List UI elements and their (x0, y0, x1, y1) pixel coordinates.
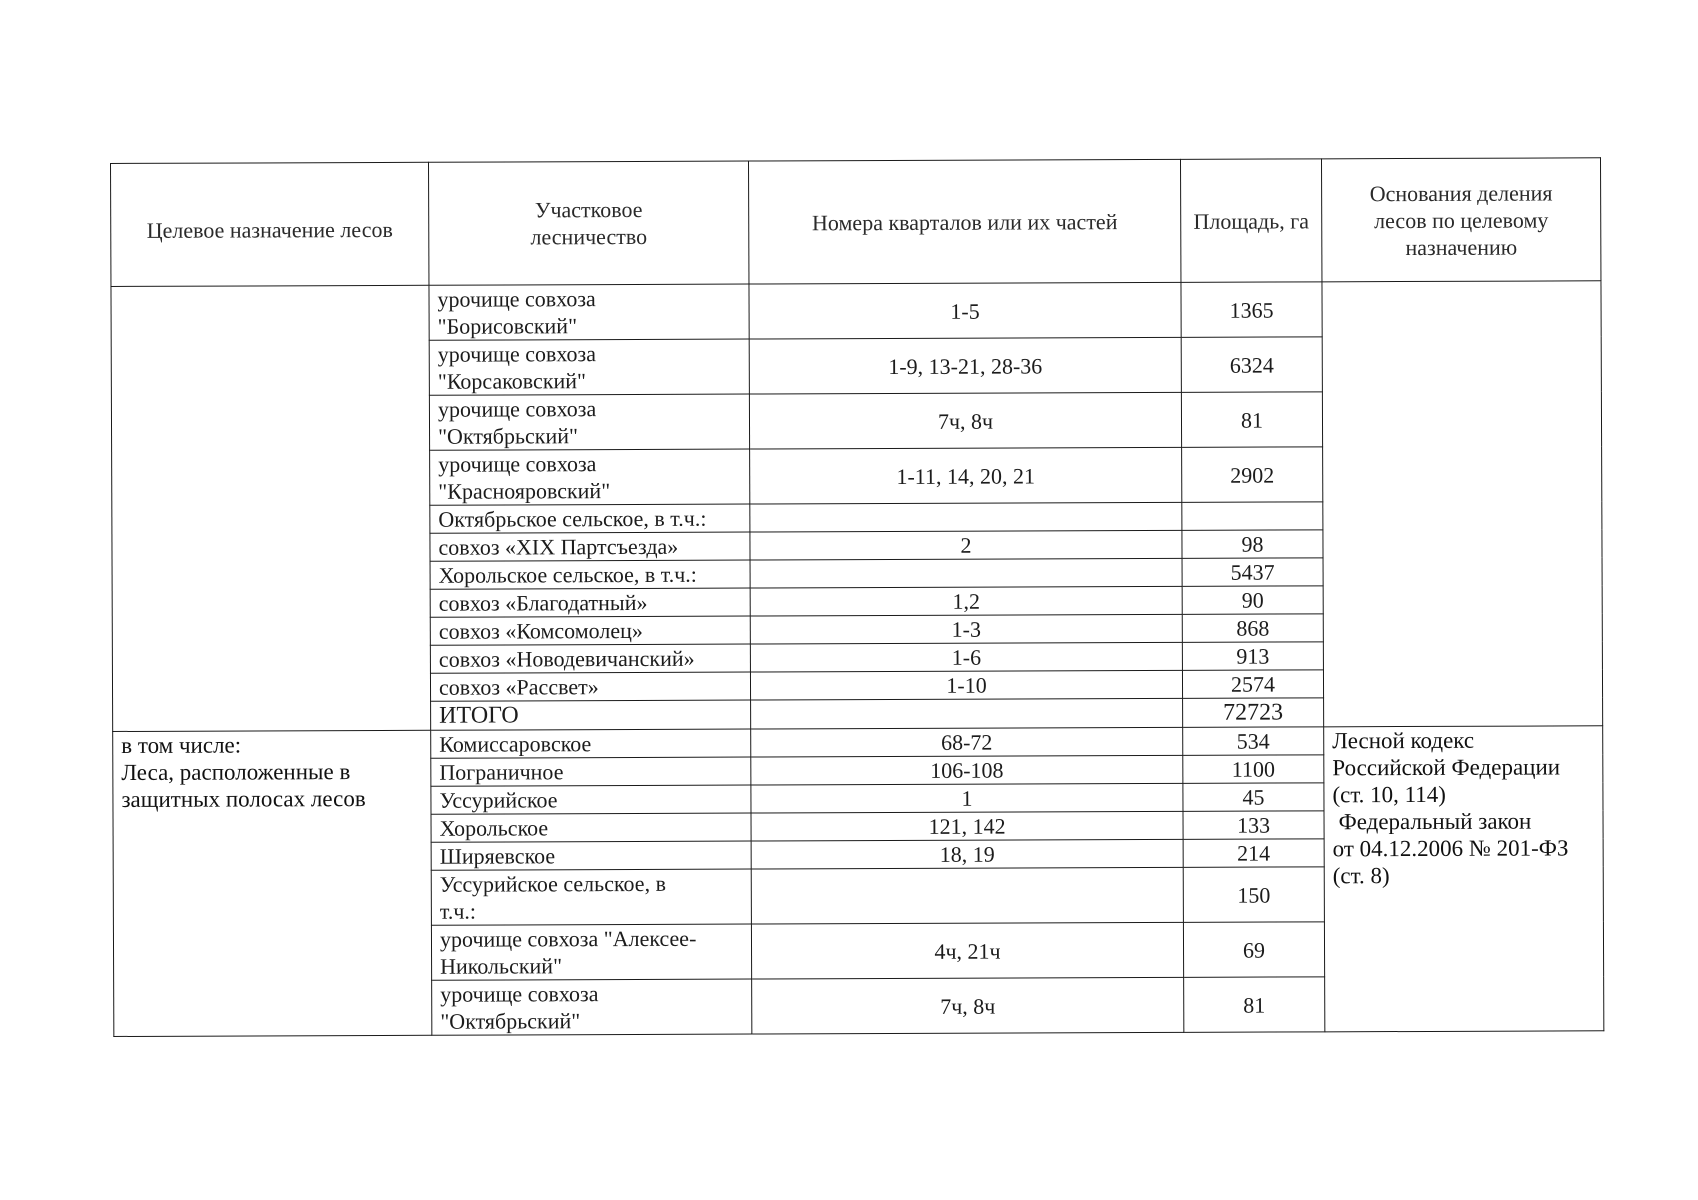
header-area: Площадь, га (1180, 159, 1321, 283)
basis-cell-empty (1322, 281, 1603, 727)
quarters-cell: 2 (750, 530, 1182, 560)
purpose-line: Леса, расположенные в (121, 759, 351, 785)
header-basis: Основания деления лесов по целевому назначению (1321, 158, 1600, 282)
forestry-cell (430, 672, 750, 701)
forestry-name-line: урочище совхоза (437, 341, 597, 367)
basis-cell (1324, 726, 1604, 1032)
table-row (111, 281, 1601, 342)
forestry-cell (431, 757, 751, 786)
forestry-name-line: урочище совхоза (437, 286, 596, 312)
forestry-name-line: совхоз «XIX Партсъезда» (438, 533, 679, 560)
area-cell: 868 (1182, 614, 1323, 643)
forestry-cell (431, 813, 751, 842)
area-cell: 90 (1182, 586, 1323, 615)
forestry-name-line: Ширяевское (439, 843, 556, 869)
forestry-cell (431, 841, 751, 870)
forestry-cell (429, 284, 749, 340)
quarters-cell: 18, 19 (751, 839, 1183, 869)
quarters-cell: 1-5 (749, 282, 1181, 339)
forestry-cell (431, 869, 751, 925)
area-cell: 133 (1183, 811, 1324, 840)
forestry-cell (430, 616, 750, 645)
basis-line: (ст. 8) (1332, 863, 1390, 889)
purpose-line: защитных полосах лесов (121, 786, 366, 812)
forest-purpose-table (110, 157, 1604, 1037)
forestry-cell (431, 729, 751, 758)
quarters-cell: 121, 142 (751, 811, 1183, 841)
forestry-name-line: т.ч.: (439, 898, 477, 924)
quarters-cell: 1-10 (750, 670, 1182, 700)
forestry-cell (430, 588, 750, 617)
quarters-cell: 1-11, 14, 20, 21 (750, 447, 1182, 504)
purpose-cell (113, 730, 432, 1036)
area-cell: 150 (1183, 867, 1324, 923)
header-quarters: Номера кварталов или их частей (748, 159, 1180, 284)
quarters-cell: 1,2 (750, 586, 1182, 616)
area-cell: 2574 (1182, 670, 1323, 699)
quarters-cell: 1-3 (750, 614, 1182, 644)
area-cell: 1100 (1183, 755, 1324, 784)
forestry-cell (430, 532, 750, 561)
quarters-cell: 106-108 (751, 755, 1183, 785)
forestry-name-line: совхоз «Новодевичанский» (438, 645, 695, 672)
forestry-name-line: "Краснояровский" (438, 478, 611, 504)
purpose-cell-empty (111, 285, 431, 731)
purpose-line: в том числе: (121, 732, 242, 758)
forestry-name-line: "Корсаковский" (437, 368, 587, 394)
forestry-cell (430, 644, 750, 673)
forestry-cell (430, 449, 750, 505)
forestry-name-line: "Октябрьский" (438, 423, 579, 449)
table-header-row (111, 158, 1601, 287)
forestry-name-line: Пограничное (439, 759, 564, 785)
forestry-name-line: Хорольское сельское, в т.ч.: (438, 561, 697, 588)
total-quarters-empty (751, 698, 1183, 729)
forestry-cell (431, 785, 751, 814)
area-cell: 913 (1182, 642, 1323, 671)
area-cell: 214 (1183, 839, 1324, 868)
area-cell: 81 (1181, 392, 1322, 448)
forestry-cell (429, 394, 749, 450)
area-cell: 5437 (1182, 558, 1323, 587)
quarters-cell (751, 867, 1183, 924)
area-cell: 45 (1183, 783, 1324, 812)
forestry-name-line: Комиссаровское (439, 731, 592, 757)
forestry-cell (431, 924, 751, 980)
forestry-name-line: Октябрьское сельское, в т.ч.: (438, 505, 707, 532)
forestry-name-line: урочище совхоза (437, 396, 597, 422)
area-cell: 69 (1183, 922, 1324, 978)
quarters-cell: 4ч, 21ч (751, 922, 1183, 979)
basis-line: от 04.12.2006 № 201-ФЗ (1332, 835, 1569, 862)
table-row (113, 726, 1603, 760)
area-cell: 534 (1183, 727, 1324, 756)
quarters-cell: 68-72 (751, 727, 1183, 757)
table-body (111, 281, 1604, 1037)
header-forestry: Участковое лесничество (428, 161, 748, 285)
quarters-cell (750, 558, 1182, 588)
forestry-name-line: "Борисовский" (437, 313, 578, 339)
forestry-name-line: урочище совхоза (440, 981, 599, 1007)
forestry-cell (430, 560, 750, 589)
area-cell: 98 (1182, 530, 1323, 559)
area-cell: 81 (1184, 977, 1325, 1033)
total-label: ИТОГО (431, 700, 751, 730)
quarters-cell: 1 (751, 783, 1183, 813)
quarters-cell: 1-9, 13-21, 28-36 (749, 337, 1181, 394)
forestry-name-line: урочище совхоза "Алексее- (439, 925, 697, 952)
total-area: 72723 (1183, 698, 1324, 728)
forestry-name-line: совхоз «Рассвет» (438, 674, 599, 700)
basis-line: (ст. 10, 114) (1332, 781, 1446, 808)
area-cell: 2902 (1182, 447, 1323, 503)
forestry-name-line: Уссурийское (439, 787, 558, 813)
area-cell: 6324 (1181, 337, 1322, 393)
basis-line: Лесной кодекс (1332, 727, 1475, 754)
quarters-cell: 1-6 (750, 642, 1182, 672)
forestry-name-line: Никольский" (440, 953, 563, 979)
forestry-name-line: совхоз «Комсомолец» (438, 617, 643, 644)
forestry-name-line: совхоз «Благодатный» (438, 589, 648, 616)
basis-line: Федеральный закон (1338, 808, 1532, 835)
area-cell (1182, 502, 1323, 531)
forestry-name-line: урочище совхоза (438, 451, 597, 477)
forestry-cell (432, 979, 752, 1035)
quarters-cell: 7ч, 8ч (749, 392, 1181, 449)
forestry-name-line: Уссурийское сельское, в (439, 870, 666, 897)
area-cell: 1365 (1181, 282, 1322, 338)
header-purpose: Целевое назначение лесов (111, 162, 429, 286)
quarters-cell: 7ч, 8ч (752, 977, 1184, 1034)
quarters-cell (750, 502, 1182, 532)
forestry-name-line: "Октябрьский" (440, 1008, 581, 1034)
forestry-cell (429, 339, 749, 395)
basis-line: Российской Федерации (1332, 754, 1561, 781)
forestry-cell (430, 504, 750, 533)
forestry-name-line: Хорольское (439, 815, 549, 841)
